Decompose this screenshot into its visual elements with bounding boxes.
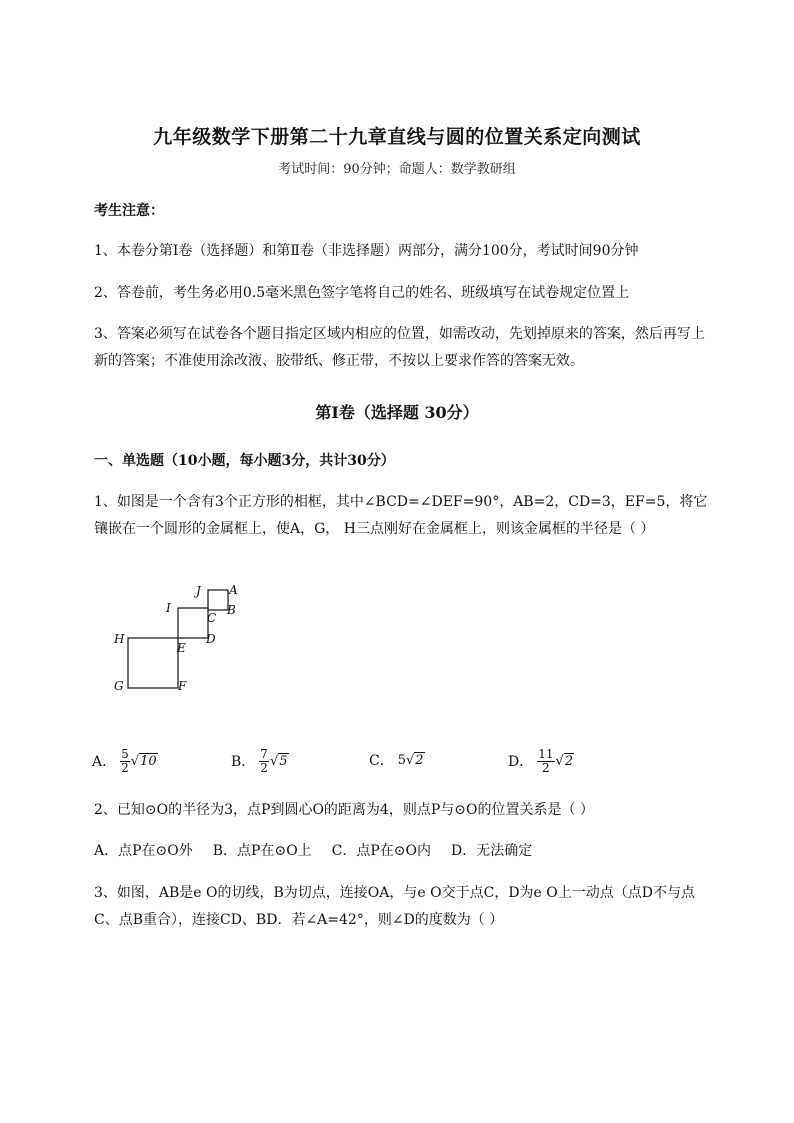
small-square	[208, 590, 228, 610]
q1-d-fraction: $\frac{11}{2}$	[538, 747, 554, 775]
exam-subtitle: 考试时间：90分钟；命题人：数学教研组	[278, 162, 516, 177]
label-E: E	[177, 641, 186, 655]
q1-d-radical: √2	[555, 753, 574, 769]
q1-b-fraction: $\frac{7}{2}$	[260, 747, 268, 775]
q1-option-b[interactable]: B． $\frac{7}{2}$ √5	[231, 747, 288, 775]
page-title: 九年级数学下册第二十九章直线与圆的位置关系定向测试	[153, 126, 641, 148]
label-G: G	[114, 679, 124, 692]
section-title: 第I卷（选择题 30分）	[315, 403, 479, 422]
question-1-text: 1、如图是一个含有3个正方形的相框，其中∠BCD=∠DEF=90°，AB=2，CD=3，EF=5，将它镶嵌在一个圆形的金属框上，使A，G， H三点刚好在金属框上，则该金属框的半径是（ ）	[94, 494, 708, 537]
q1-option-c[interactable]: C． 5√2	[369, 748, 425, 774]
q1-b-radical: √5	[269, 753, 288, 769]
label-C: C	[207, 611, 217, 625]
q2-option-b[interactable]: B．点P在⊙O上	[212, 843, 312, 859]
notice-heading: 考生注意：	[94, 203, 164, 219]
q1-option-a[interactable]: A． $\frac{5}{2}$ √10	[92, 747, 157, 775]
medium-square	[178, 608, 208, 638]
q1-option-d[interactable]: D． $\frac{11}{2}$ √2	[508, 747, 574, 775]
q1-c-radical: 5√2	[397, 753, 424, 768]
q1-a-radical: √10	[130, 753, 157, 769]
label-I: I	[166, 601, 171, 615]
label-A: A	[229, 583, 238, 597]
question-2-text: 2、已知⊙O的半径为3，点P到圆心O的距离为4，则点P与⊙O的位置关系是（ ）	[94, 802, 594, 818]
notice-item-2: 2、答卷前，考生务必用0.5毫米黑色签字笔将自己的姓名、班级填写在试卷规定位置上	[94, 285, 630, 301]
label-H: H	[114, 632, 125, 646]
question-3-text: 3、如图，AB是e O的切线，B为切点，连接OA，与e O交于点C，D为e O上一动点（点D不与点C、点B重合），连接CD、BD．若∠A=42°，则∠D的度数为（ ）	[94, 885, 695, 928]
q1-a-fraction: $\frac{5}{2}$	[121, 747, 129, 775]
q2-option-a[interactable]: A．点P在⊙O外	[94, 843, 193, 859]
part-heading: 一、单选题（10小题，每小题3分，共计30分）	[94, 453, 395, 469]
q2-option-d[interactable]: D．无法确定	[451, 843, 533, 859]
label-D: D	[206, 632, 216, 646]
label-F: F	[178, 679, 187, 692]
large-square	[128, 638, 178, 688]
label-B: B	[227, 603, 236, 617]
notice-item-3: 3、答案必须写在试卷各个题目指定区域内相应的位置，如需改动，先划掉原来的答案，然后再写上新的答案；不准使用涂改液、胶带纸、修正带，不按以上要求作答的答案无效。	[94, 326, 705, 369]
q2-option-c[interactable]: C．点P在⊙O内	[331, 843, 432, 859]
q2-choices	[94, 838, 714, 864]
label-J: J	[196, 584, 201, 598]
notice-item-1: 1、本卷分第I卷（选择题）和第Ⅱ卷（非选择题）两部分，满分100分，考试时间90分钟	[94, 243, 639, 259]
squares-frame-figure	[110, 580, 245, 692]
